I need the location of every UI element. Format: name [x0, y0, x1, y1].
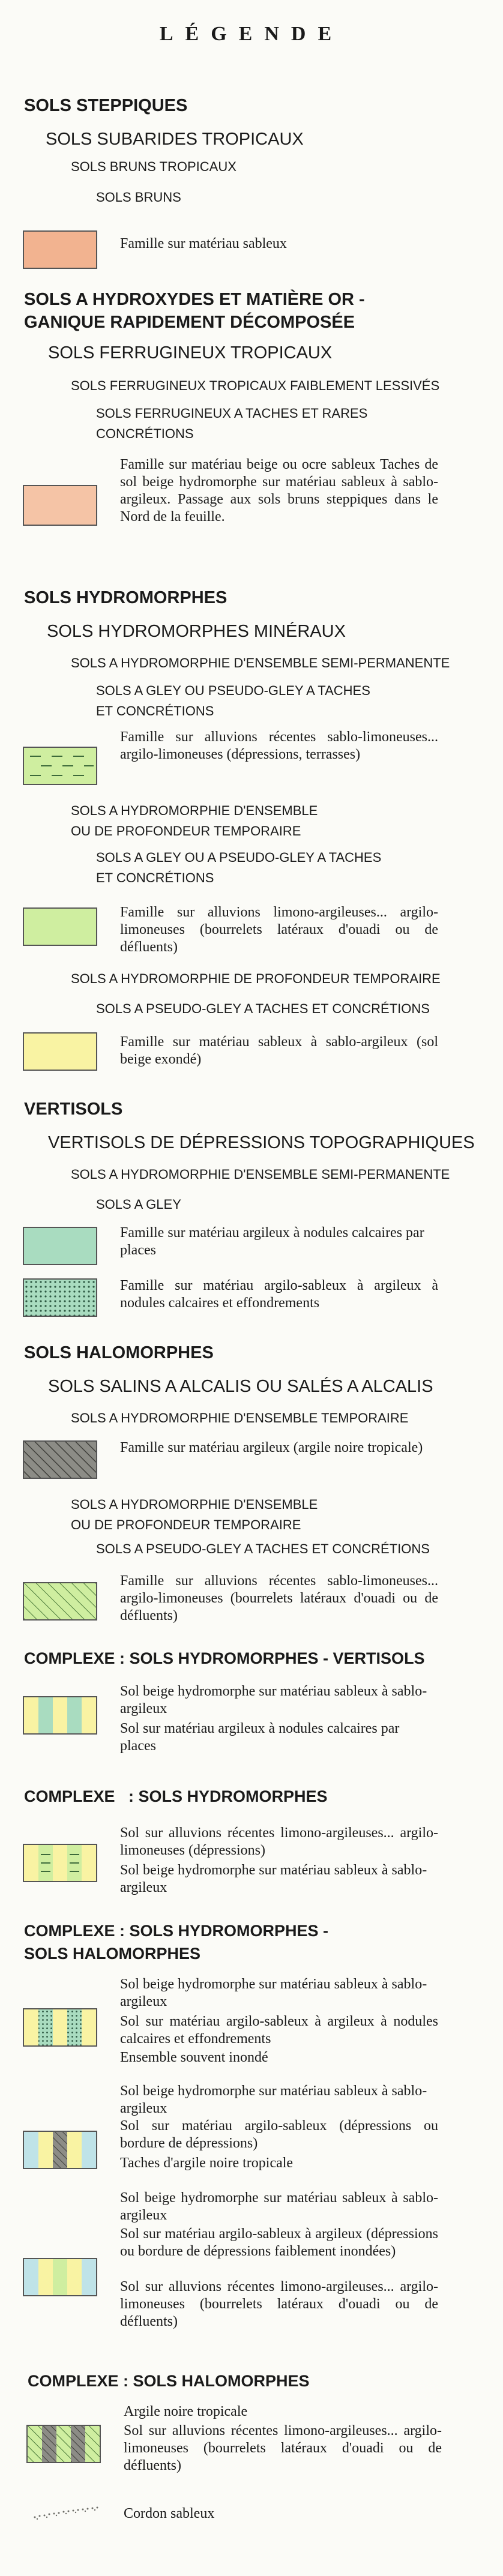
sub-ferrugineux: SOLS FERRUGINEUX TROPICAUX [48, 343, 333, 363]
swatch-salmon [23, 230, 97, 269]
swatch-mint [23, 1227, 97, 1265]
sub-vertisols-depressions: VERTISOLS DE DÉPRESSIONS TOPOGRAPHIQUES [48, 1133, 475, 1152]
heading-sols-steppiques: SOLS STEPPIQUES [24, 96, 188, 115]
item-argile-noire: Famille sur matériau argileux (argile noire tropicale) [120, 1440, 423, 1455]
sub-vertisols-semi-permanente: SOLS A HYDROMORPHIE D'ENSEMBLE SEMI-PERMANENTE [71, 1167, 450, 1182]
sub-halo-temporaire: SOLS A HYDROMORPHIE D'ENSEMBLE TEMPORAIRE [71, 1410, 409, 1425]
swatch-stripes-yellow-dotted [23, 2008, 97, 2047]
swatch-mint-dotted [23, 1278, 97, 1317]
sub-ferrugineux-lessives: SOLS FERRUGINEUX TROPICAUX FAIBLEMENT LESSIVÉS [71, 378, 440, 393]
complexe3-a1: Sol beige hydromorphe sur matériau sableux à sablo-argileux [120, 1976, 427, 2009]
item-argilo-sableux-effondrements: Famille sur matériau argilo-sableux à argileux à nodules calcaires et effondrements [120, 1278, 438, 1311]
cordon-sableux-label: Cordon sableux [124, 2506, 215, 2521]
complexe3-c3: Sol sur alluvions récentes limono-argileuses... argilo-limoneuses (bourrelets latéraux d'ouadi ou de défluents) [120, 2279, 438, 2329]
sub-ferrugineux-taches: SOLS FERRUGINEUX A TACHES ET RARES CONCRÉTIONS [96, 406, 368, 441]
complexe1-line1: Sol beige hydromorphe sur matériau sableux à sablo-argileux [120, 1684, 427, 1717]
complexe3-c2: Sol sur matériau argilo-sableux à argileux (dépressions ou bordure de dépressions faiblement inondées) [120, 2226, 438, 2259]
complexe3-a3: Ensemble souvent inondé [120, 2050, 268, 2065]
swatch-hatched-green-grey [26, 2425, 101, 2463]
heading-complexe-hydro: COMPLEXE : SOLS HYDROMORPHES [24, 1787, 328, 1805]
swatch-stripes-yellow-green-blue [23, 2258, 97, 2296]
heading-vertisols: VERTISOLS [24, 1100, 123, 1119]
sub-hydro-semi-permanente: SOLS A HYDROMORPHIE D'ENSEMBLE SEMI-PERMANENTE [71, 655, 450, 670]
swatch-green-dashed [23, 747, 97, 785]
complexe3-b2: Sol sur matériau argilo-sableux (dépressions ou bordure de dépressions) [120, 2118, 438, 2151]
sub-pseudo-gley-taches: SOLS A PSEUDO-GLEY A TACHES ET CONCRÉTIONS [96, 1001, 430, 1016]
complexe3-c1: Sol beige hydromorphe sur matériau sableux à sablo-argileux [120, 2190, 438, 2223]
sub-bruns: SOLS BRUNS [96, 190, 181, 205]
swatch-stripes-grey-blue [23, 2131, 97, 2169]
complexe3-b3: Taches d'argile noire tropicale [120, 2155, 294, 2171]
sub-halo-pseudo-gley: SOLS A PSEUDO-GLEY A TACHES ET CONCRÉTIONS [96, 1541, 430, 1556]
sub-salins-alcalis: SOLS SALINS A ALCALIS OU SALÉS A ALCALIS [48, 1377, 433, 1396]
sub-bruns-tropicaux: SOLS BRUNS TROPICAUX [71, 159, 236, 174]
complexe4-line1: Argile noire tropicale [124, 2404, 248, 2419]
swatch-salmon-light [23, 485, 97, 526]
swatch-grey-hatched [23, 1440, 97, 1479]
item-alluvions-sablo: Famille sur alluvions récentes sablo-limoneuses... argilo-limoneuses (dépressions, terrasses) [120, 729, 438, 762]
heading-hydromorphes: SOLS HYDROMORPHES [24, 588, 227, 607]
swatch-stripes-yellow-green [23, 1844, 97, 1882]
sub-hydro-profondeur-temporaire: SOLS A HYDROMORPHIE DE PROFONDEUR TEMPORAIRE [71, 971, 441, 986]
sub-gley-taches: SOLS A GLEY OU PSEUDO-GLEY A TACHES ET CONCRÉTIONS [96, 683, 370, 718]
item-sol-beige-exonde: Famille sur matériau sableux à sablo-argileux (sol beige exondé) [120, 1034, 438, 1067]
complexe1-line2: Sol sur matériau argileux à nodules calcaires par places [120, 1721, 400, 1754]
heading-hydroxydes: SOLS A HYDROXYDES ET MATIÈRE OR - GANIQUE RAPIDEMENT DÉCOMPOSÉE [24, 290, 365, 332]
item-sableux-steppique: Famille sur matériau sableux [120, 236, 287, 251]
item-alluvions-limono: Famille sur alluvions limono-argileuses... argilo-limoneuses (bourrelets latéraux d'ouadi ou de défluents) [120, 904, 438, 955]
cordon-sableux-symbol [30, 2504, 102, 2522]
heading-complexe-hydro-halo: COMPLEXE : SOLS HYDROMORPHES - SOLS HALOMORPHES [24, 1922, 329, 1963]
sub-sols-gley: SOLS A GLEY [96, 1197, 181, 1212]
complexe3-a2: Sol sur matériau argilo-sableux à argileux à nodules calcaires et effondrements [120, 2014, 438, 2047]
complexe2-line1: Sol sur alluvions récentes limono-argileuses... argilo-limoneuses (dépressions) [120, 1825, 438, 1858]
swatch-yellow [23, 1032, 97, 1071]
sub-hydromorphes-mineraux: SOLS HYDROMORPHES MINÉRAUX [47, 622, 346, 641]
legend-title: LÉGENDE [159, 23, 344, 45]
sub-subarides: SOLS SUBARIDES TROPICAUX [46, 130, 304, 149]
complexe4-line2: Sol sur alluvions récentes limono-argileuses... argilo-limoneuses (bourrelets latéraux d'ouadi ou de défluents) [124, 2423, 442, 2473]
item-ferrugineux: Famille sur matériau beige ou ocre sableux Taches de sol beige hydromorphe sur matériau sableux à sablo-argileux. Passage aux sols bruns steppiques dans le Nord de la feuille. [120, 457, 438, 525]
complexe3-b1: Sol beige hydromorphe sur matériau sableux à sablo-argileux [120, 2083, 427, 2116]
item-halo-alluvions: Famille sur alluvions récentes sablo-limoneuses... argilo-limoneuses (bourrelets latéraux d'ouadi ou de défluents) [120, 1573, 438, 1624]
sub-gley-pseudo: SOLS A GLEY OU A PSEUDO-GLEY A TACHES ET CONCRÉTIONS [96, 850, 382, 885]
swatch-stripes-yellow-mint [23, 1696, 97, 1735]
complexe2-line2: Sol beige hydromorphe sur matériau sableux à sablo-argileux [120, 1862, 427, 1895]
sub-halo-profondeur: SOLS A HYDROMORPHIE D'ENSEMBLE OU DE PROFONDEUR TEMPORAIRE [71, 1497, 318, 1532]
swatch-green [23, 907, 97, 946]
heading-complexe-halo: COMPLEXE : SOLS HALOMORPHES [28, 2372, 310, 2390]
heading-halomorphes: SOLS HALOMORPHES [24, 1343, 214, 1362]
heading-complexe-hydro-vertisols: COMPLEXE : SOLS HYDROMORPHES - VERTISOLS [24, 1649, 425, 1667]
swatch-green-hatched [23, 1582, 97, 1621]
sub-hydro-profondeur: SOLS A HYDROMORPHIE D'ENSEMBLE OU DE PROFONDEUR TEMPORAIRE [71, 803, 318, 838]
item-argileux-nodules: Famille sur matériau argileux à nodules calcaires par places [120, 1225, 424, 1258]
